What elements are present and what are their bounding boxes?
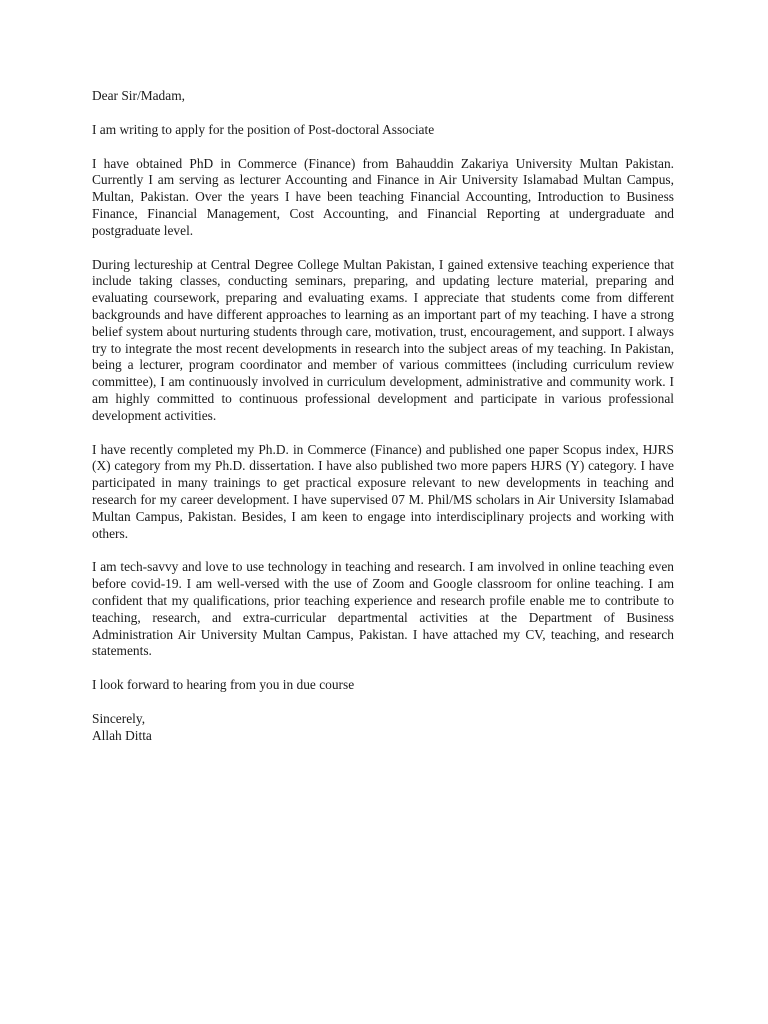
intro-line: I am writing to apply for the position of Post-doctoral Associate: [92, 121, 435, 137]
paragraph-teaching-experience: During lectureship at Central Degree College Multan Pakistan, I gained extensive teaching experience that include taking classes, conducting seminars, preparing, and updating lecture material, preparing and evaluating coursework, preparing and evaluating exams. I appreciate that students come from different backgrounds and have different approaches to learning as an important part of my teaching. I have a strong belief system about nurturing students through care, motivation, trust, encouragement, and support. I always try to integrate the most recent developments in research into the subject areas of my teaching. In Pakistan, being a lecturer, program coordinator and member of various committees (including curriculum review committee), I am continuously involved in curriculum development, administrative and community work. I am highly committed to continuous professional development and participate in various professional development activities.: [92, 256, 674, 423]
signature-name: Allah Ditta: [92, 727, 152, 743]
paragraph-education: I have obtained PhD in Commerce (Finance) from Bahauddin Zakariya University Multan Pakistan. Currently I am serving as lecturer Accounting and Finance in Air University Islamabad Multan Campus, Multan, Pakistan. Over the years I have been teaching Financial Accounting, Introduction to Business Finance, Financial Management, Cost Accounting, and Financial Reporting at undergraduate and postgraduate level.: [92, 155, 674, 238]
cover-letter: [92, 88, 674, 745]
paragraph-research: I have recently completed my Ph.D. in Commerce (Finance) and published one paper Scopus index, HJRS (X) category from my Ph.D. dissertation. I have also published two more papers HJRS (Y) category. I have participated in many trainings to get practical exposure relevant to new developments in teaching and research for my career development. I have supervised 07 M. Phil/MS scholars in Air University Islamabad Multan Campus, Pakistan. Besides, I am keen to engage into interdisciplinary projects and working with others.: [92, 441, 674, 541]
closing-line: I look forward to hearing from you in due course: [92, 677, 355, 693]
salutation: Dear Sir/Madam,: [92, 88, 185, 103]
paragraph-technology: I am tech-savvy and love to use technology in teaching and research. I am involved in online teaching even before covid-19. I am well-versed with the use of Zoom and Google classroom for online teaching. I am confident that my qualifications, prior teaching experience and research profile enable me to contribute to teaching, research, and extra-curricular departmental activities at the Department of Business Administration Air University Multan Campus, Pakistan. I have attached my CV, teaching, and research statements.: [92, 559, 674, 659]
signoff: Sincerely,: [92, 710, 146, 726]
